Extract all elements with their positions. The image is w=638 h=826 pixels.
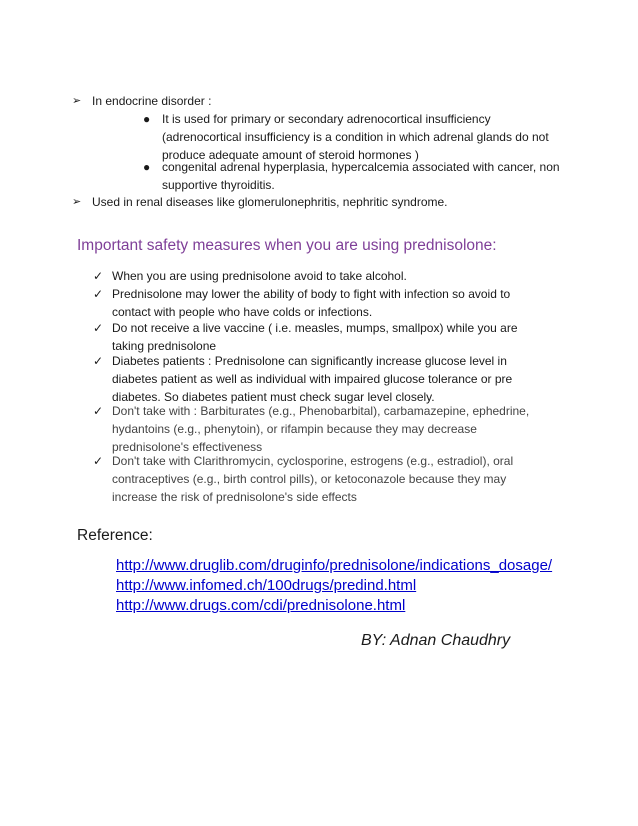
endocrine-bullet-text: It is used for primary or secondary adrenocortical insufficiency (adrenocortical insufficiency is a condition in which adrenal glands do not produce adequate amount of steroid hormones ) bbox=[162, 112, 549, 162]
checkmark-icon: ✓ bbox=[93, 269, 104, 283]
safety-heading: Important safety measures when you are using prednisolone: bbox=[77, 237, 497, 254]
checkmark-icon: ✓ bbox=[93, 354, 104, 368]
reference-link-infomed[interactable]: http://www.infomed.ch/100drugs/predind.html bbox=[116, 577, 417, 594]
author-signature: BY: Adnan Chaudhry bbox=[361, 632, 511, 649]
safety-item bbox=[93, 319, 552, 355]
safety-item bbox=[93, 267, 552, 285]
safety-item-text: Prednisolone may lower the ability of body to fight with infection so avoid to contact with people who have colds or infections. bbox=[112, 287, 511, 319]
endocrine-bullet bbox=[143, 110, 572, 164]
safety-item-text: When you are using prednisolone avoid to take alcohol. bbox=[112, 269, 407, 283]
renal-text: Used in renal diseases like glomerulonephritis, nephritic syndrome. bbox=[92, 195, 448, 209]
safety-item-text: Do not receive a live vaccine ( i.e. measles, mumps, smallpox) while you are taking prednisolone bbox=[112, 321, 518, 353]
safety-item bbox=[93, 452, 552, 506]
endocrine-bullet-text: congenital adrenal hyperplasia, hypercalcemia associated with cancer, non supportive thyroiditis. bbox=[162, 160, 560, 192]
endocrine-heading: In endocrine disorder : bbox=[92, 94, 212, 108]
reference-link-druglib[interactable]: http://www.druglib.com/druginfo/prednisolone/indications_dosage/ bbox=[116, 557, 553, 574]
endocrine-bullet bbox=[143, 158, 572, 194]
dot-bullet-icon: ● bbox=[143, 112, 151, 126]
safety-item bbox=[93, 352, 552, 406]
safety-item-text: Don't take with Clarithromycin, cyclosporine, estrogens (e.g., estradiol), oral contraceptives (e.g., birth control pills), or ketoconazole because they may increase the risk of prednisolone's side effects bbox=[112, 454, 514, 504]
checkmark-icon: ✓ bbox=[93, 454, 104, 468]
safety-item-text: Don't take with : Barbiturates (e.g., Phenobarbital), carbamazepine, ephedrine, hydantoins (e.g., phenytoin), or rifampin because they may decrease prednisolone's effectiveness bbox=[112, 404, 530, 454]
renal-item bbox=[72, 193, 572, 211]
checkmark-icon: ✓ bbox=[93, 321, 104, 335]
arrow-bullet-icon: ➢ bbox=[72, 196, 82, 208]
endocrine-item bbox=[72, 92, 572, 110]
arrow-bullet-icon: ➢ bbox=[72, 95, 82, 107]
safety-item bbox=[93, 402, 552, 456]
reference-heading: Reference: bbox=[77, 527, 153, 544]
checkmark-icon: ✓ bbox=[93, 404, 104, 418]
checkmark-icon: ✓ bbox=[93, 287, 104, 301]
safety-item bbox=[93, 285, 552, 321]
safety-item-text: Diabetes patients : Prednisolone can significantly increase glucose level in diabetes patient as well as individual with impaired glucose tolerance or pre diabetes. So diabetes patient must check sugar level closely. bbox=[112, 354, 513, 404]
dot-bullet-icon: ● bbox=[143, 160, 151, 174]
reference-link-drugs[interactable]: http://www.drugs.com/cdi/prednisolone.html bbox=[116, 597, 406, 614]
